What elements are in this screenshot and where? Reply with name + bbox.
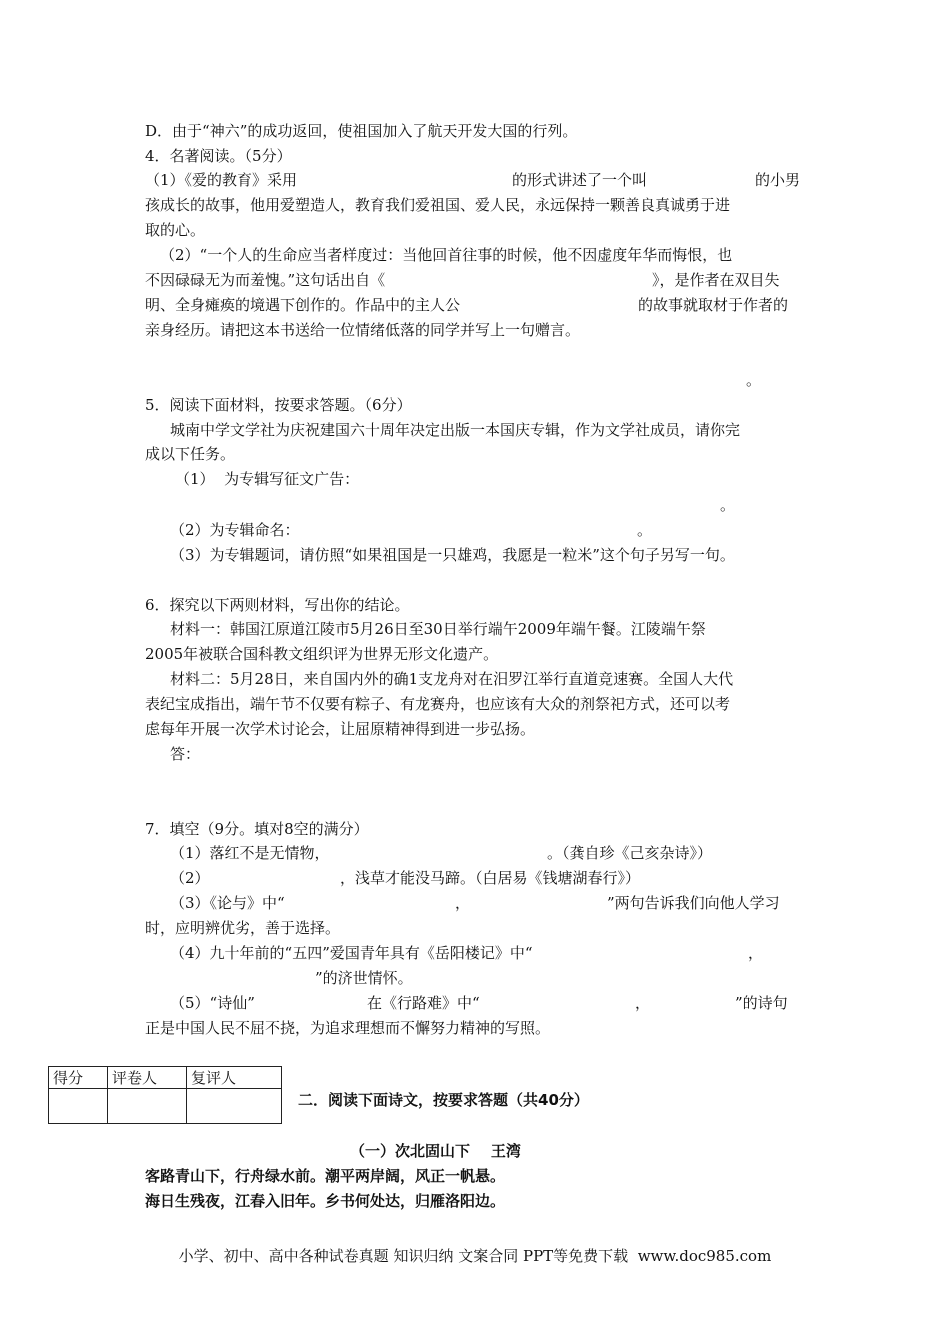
q5-task2-text: （2）为专辑命名： [170, 521, 300, 539]
q4-part1-text-a: （1）《爱的教育》采用 [145, 171, 298, 189]
q4-part1-line3: 取的心。 [145, 221, 206, 239]
q6-material2-line2: 表纪宝成指出，端午节不仅要有粽子、有龙赛舟，也应该有大众的剂祭祀方式，还可以考 [145, 695, 731, 713]
q7-item5-text-c: ， [635, 994, 651, 1012]
q5-intro-line2: 成以下任务。 [145, 445, 236, 463]
q4-part2-line4: 亲身经历。请把这本书送给一位情绪低落的同学并写上一句赠言。 [145, 321, 581, 339]
q7-item1 [170, 841, 810, 865]
q4-part1-text-b: 的形式讲述了一个叫 [512, 171, 648, 189]
score-table [48, 1066, 282, 1124]
score-table-header-row [49, 1067, 282, 1089]
q5-task2 [170, 518, 810, 542]
q6-heading: 6．探究以下两则材料，写出你的结论。 [145, 596, 410, 614]
q7-item3-text-b: ， [455, 894, 471, 912]
q7-item4-text-a: （4）九十年前的“五四”爱国青年具有《岳阳楼记》中“ [170, 944, 533, 962]
q4-part1-line1 [145, 168, 805, 192]
poem-title: （一）次北固山下 王湾 [350, 1142, 521, 1160]
q6-material2-line3: 虑每年开展一次学术讨论会，让屈原精神得到进一步弘扬。 [145, 720, 536, 738]
q7-item3-line2: 时，应明辨优劣，善于选择。 [145, 919, 341, 937]
q3-option-d: D．由于“神六”的成功返回，使祖国加入了航天开发大国的行列。 [145, 122, 578, 140]
q7-item2 [170, 866, 810, 890]
q4-part2-line1: （2）“一个人的生命应当者样度过：当他回首往事的时候，他不因虚度年华而悔恨，也 [160, 246, 733, 264]
q7-item1-text-b: 。（龚自珍《己亥杂诗》） [547, 844, 713, 862]
q5-task3: （3）为专辑题词，请仿照“如果祖国是一只雄鸡，我愿是一粒米”这个句子另写一句。 [170, 546, 735, 564]
q4-part1-line2: 孩成长的故事，他用爱塑造人，教育我们爱祖国、爱人民，永远保持一颗善良真诚勇于进 [145, 196, 731, 214]
q4-part2-text-d: 的故事就取材于作者的 [638, 296, 789, 314]
poem-line-2: 海日生残夜，江春入旧年。乡书何处达，归雁洛阳边。 [145, 1192, 506, 1210]
q7-item5 [170, 991, 810, 1015]
q4-part2-text-a: 不因碌碌无为而羞愧。”这句话出自《 [145, 271, 386, 289]
grader-cell[interactable] [108, 1089, 187, 1124]
q4-part2-line2 [145, 268, 805, 292]
q4-heading: 4．名著阅读。（5分） [145, 147, 292, 165]
q7-item3-text-a: （3）《论与》中“ [170, 894, 285, 912]
reviewer-header: 复评人 [187, 1067, 282, 1089]
score-table-body-row [49, 1089, 282, 1124]
section2-title: 二．阅读下面诗文，按要求答题（共40分） [298, 1091, 589, 1109]
q7-item3-text-c: ”两句告诉我们向他人学习 [607, 894, 780, 912]
q6-material1-line1: 材料一：韩国江原道江陵市5月26日至30日举行端午2009年端午餐。江陵端午祭 [170, 620, 706, 638]
q4-part1-text-c: 的小男 [755, 171, 801, 189]
score-header: 得分 [49, 1067, 108, 1089]
q7-item5-text-b: 在《行路难》中“ [367, 994, 480, 1012]
q6-answer-label: 答： [170, 745, 201, 763]
q4-answer-end: 。 [746, 371, 762, 389]
page-footer: 小学、初中、高中各种试卷真题 知识归纳 文案合同 PPT等免费下载 www.doc985.com [178, 1247, 772, 1265]
q7-item2-text-b: ，浅草才能没马蹄。（白居易《钱塘湖春行》） [340, 869, 641, 887]
q4-part2-text-b: 》，是作者在双目失 [652, 271, 780, 289]
q5-heading: 5．阅读下面材料，按要求答题。（6分） [145, 396, 412, 414]
q5-task1-end: 。 [720, 496, 736, 514]
score-cell[interactable] [49, 1089, 108, 1124]
q6-material2-line1: 材料二：5月28日，来自国内外的确1支龙舟对在汨罗江举行直道竞速赛。全国人大代 [170, 670, 734, 688]
q5-task1: （1） 为专辑写征文广告： [175, 470, 360, 488]
q7-item4 [170, 941, 810, 965]
q5-intro-line1: 城南中学文学社为庆祝建国六十周年决定出版一本国庆专辑，作为文学社成员，请你完 [170, 421, 741, 439]
q7-item3 [170, 891, 810, 915]
q4-part2-text-c: 明、全身瘫痪的境遇下创作的。作品中的主人公 [145, 296, 461, 314]
q7-item5-text-a: （5）“诗仙” [170, 994, 255, 1012]
q7-item2-text-a: （2） [170, 869, 210, 887]
q7-item5-text-d: ”的诗句 [735, 994, 788, 1012]
q6-material1-line2: 2005年被联合国科教文组织评为世界无形文化遗产。 [145, 645, 499, 663]
q7-item1-text-a: （1）落红不是无情物， [170, 844, 330, 862]
q5-task2-end: 。 [637, 521, 653, 539]
q7-item5-line2: 正是中国人民不屈不挠，为追求理想而不懈努力精神的写照。 [145, 1019, 551, 1037]
reviewer-cell[interactable] [187, 1089, 282, 1124]
q7-item4-text-b: ， [748, 944, 764, 962]
poem-line-1: 客路青山下，行舟绿水前。潮平两岸阔，风正一帆悬。 [145, 1167, 506, 1185]
q7-item4-line2: ”的济世情怀。 [315, 969, 413, 987]
grader-header: 评卷人 [108, 1067, 187, 1089]
q4-part2-line3 [145, 293, 805, 317]
q7-heading: 7．填空（9分。填对8空的满分） [145, 820, 369, 838]
